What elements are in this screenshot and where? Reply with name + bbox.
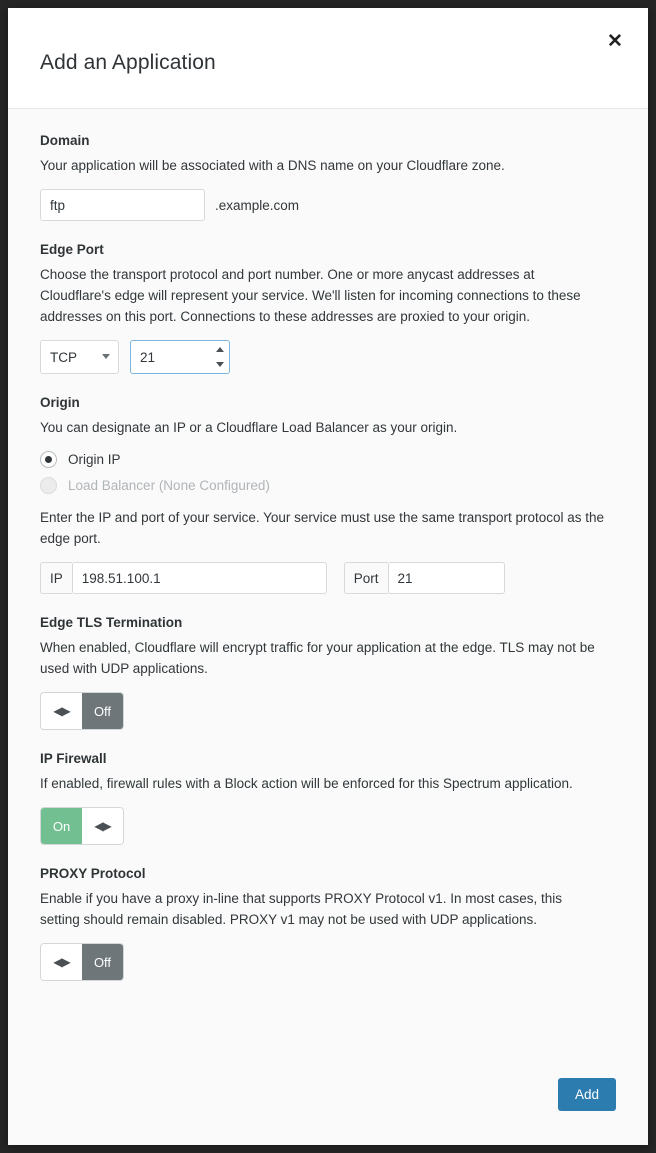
origin-ip-label: Origin IP (68, 452, 121, 467)
add-button[interactable]: Add (558, 1078, 616, 1111)
origin-port-input[interactable] (388, 562, 505, 594)
stepper-up-icon[interactable] (216, 347, 224, 352)
domain-input-row (40, 189, 616, 221)
ip-firewall-toggle[interactable] (40, 807, 124, 845)
origin-description: You can designate an IP or a Cloudflare Load Balancer as your origin. (40, 420, 458, 435)
origin-ip-radio-row[interactable] (40, 451, 616, 468)
origin-fields-row (40, 562, 616, 594)
load-balancer-radio-row (40, 477, 616, 494)
origin-port-addon-label: Port (344, 562, 388, 594)
edge-port-section (40, 242, 616, 374)
ip-firewall-description: If enabled, firewall rules with a Block action will be enforced for this Spectrum application. (40, 776, 573, 791)
edge-tls-toggle-knob[interactable]: ◀▶ (41, 693, 82, 729)
proxy-protocol-section (40, 866, 616, 981)
origin-heading: Origin (40, 395, 80, 410)
ip-firewall-toggle-state[interactable]: On (41, 808, 82, 844)
proxy-protocol-toggle-state[interactable]: Off (82, 944, 123, 980)
proxy-protocol-description: Enable if you have a proxy in-line that supports PROXY Protocol v1. In most cases, this setting should remain disabled. PROXY v1 may not be used with UDP applications. (40, 891, 563, 927)
origin-sub-description: Enter the IP and port of your service. Your service must use the same transport protocol as the edge port. (40, 510, 605, 546)
ip-firewall-heading: IP Firewall (40, 751, 107, 766)
number-stepper[interactable] (215, 347, 224, 367)
edge-port-description: Choose the transport protocol and port number. One or more anycast addresses at Cloudflare's edge will represent your service. We'll listen for incoming connections to these addresses on this port. Connections to these addresses are proxied to your origin. (40, 267, 581, 324)
modal-body (8, 109, 648, 1145)
origin-ip-addon-label: IP (40, 562, 72, 594)
edge-tls-section (40, 615, 616, 730)
proxy-protocol-heading: PROXY Protocol (40, 866, 146, 881)
domain-section (40, 133, 616, 221)
edge-tls-heading: Edge TLS Termination (40, 615, 183, 630)
origin-ip-field (40, 562, 327, 594)
edge-tls-toggle-state[interactable]: Off (82, 693, 123, 729)
load-balancer-label: Load Balancer (None Configured) (68, 478, 270, 493)
origin-ip-radio[interactable] (40, 451, 57, 468)
proxy-protocol-toggle-knob[interactable]: ◀▶ (41, 944, 82, 980)
protocol-select-wrap (40, 340, 119, 374)
load-balancer-radio (40, 477, 57, 494)
origin-ip-input[interactable] (72, 562, 327, 594)
origin-port-field (344, 562, 505, 594)
domain-description: Your application will be associated with a DNS name on your Cloudflare zone. (40, 158, 505, 173)
edge-port-heading: Edge Port (40, 242, 104, 257)
stepper-down-icon[interactable] (216, 362, 224, 367)
edge-tls-description: When enabled, Cloudflare will encrypt traffic for your application at the edge. TLS may not be used with UDP applications. (40, 640, 595, 676)
domain-suffix: .example.com (215, 197, 300, 213)
edge-tls-toggle[interactable] (40, 692, 124, 730)
modal-header (8, 8, 648, 109)
domain-input[interactable] (40, 189, 205, 221)
close-icon[interactable]: ✕ (607, 30, 623, 52)
edge-port-row (40, 340, 616, 374)
add-application-modal (8, 8, 648, 1145)
modal-title: Add an Application (40, 51, 216, 74)
ip-firewall-section (40, 751, 616, 845)
origin-section (40, 395, 616, 594)
ip-firewall-toggle-knob[interactable]: ◀▶ (82, 808, 123, 844)
protocol-select[interactable] (40, 340, 119, 374)
domain-heading: Domain (40, 133, 90, 148)
edge-port-number-wrap (130, 340, 230, 374)
proxy-protocol-toggle[interactable] (40, 943, 124, 981)
